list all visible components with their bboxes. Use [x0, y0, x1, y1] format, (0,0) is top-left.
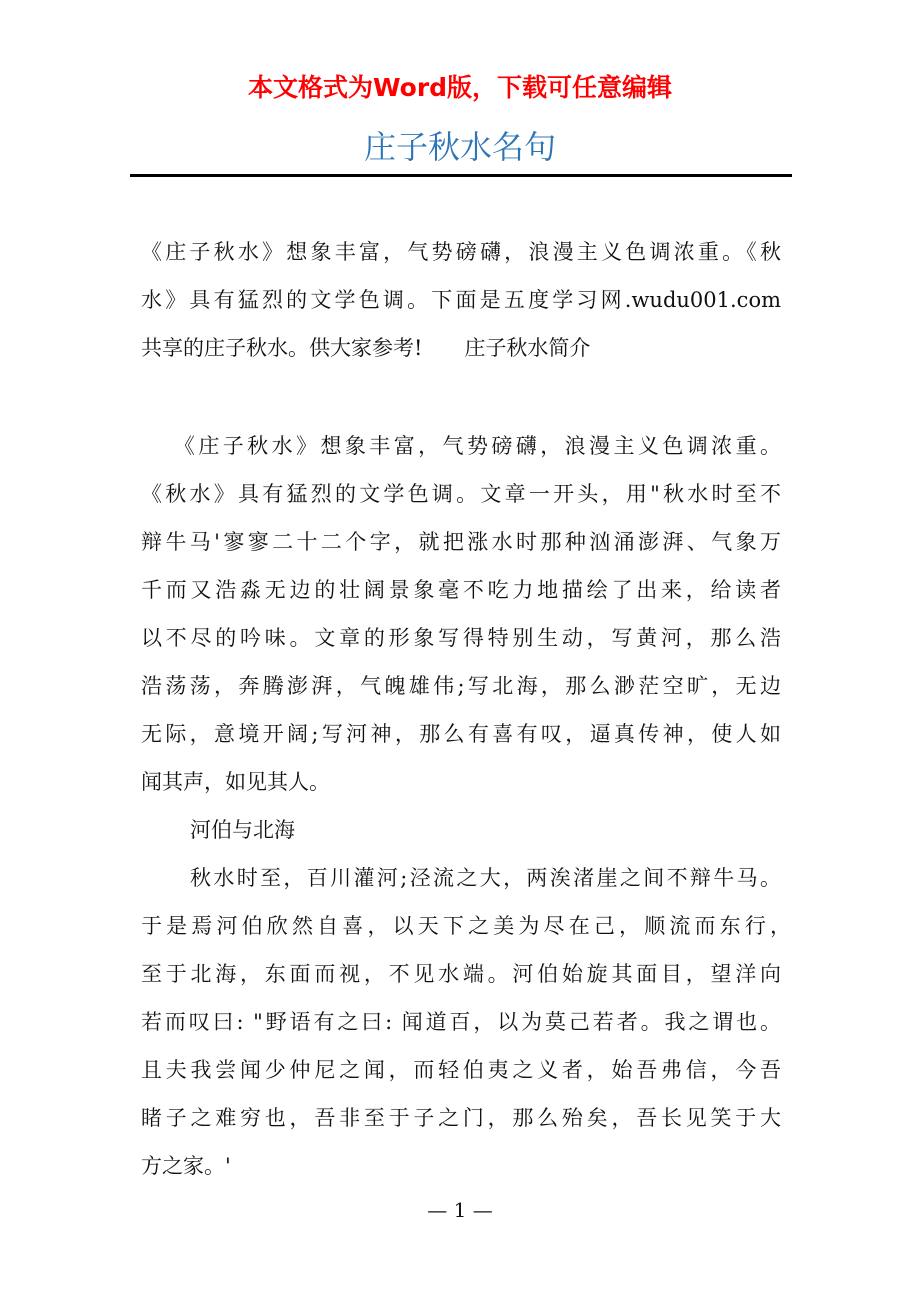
paragraph-line: 《秋水》具有猛烈的文学色调。文章一开头，用"秋水时至不 [141, 482, 781, 506]
paragraph-line: 浩荡荡，奔腾澎湃，气魄雄伟;写北海，那么渺茫空旷，无边 [141, 674, 781, 698]
intro-line: 共享的庄子秋水。供大家参考! 庄子秋水简介 [141, 336, 591, 360]
paragraph-line: 秋水时至，百川灌河;泾流之大，两涘渚崖之间不辩牛马。 [190, 866, 781, 890]
paragraph-line: 闻其声，如见其人。 [141, 770, 330, 794]
format-notice-banner: 本文格式为Word版，下载可任意编辑 [247, 73, 673, 102]
title-divider [130, 174, 792, 177]
paragraph-line: 《庄子秋水》想象丰富，气势磅礴，浪漫主义色调浓重。 [160, 434, 781, 458]
paragraph-line: 至于北海，东面而视，不见水端。河伯始旋其面目，望洋向 [141, 962, 781, 986]
document-title: 庄子秋水名句 [363, 128, 556, 166]
paragraph-line: 若而叹曰: "野语有之曰: 闻道百，以为莫己若者。我之谓也。 [141, 1010, 781, 1034]
paragraph-line: 且夫我尝闻少仲尼之闻，而轻伯夷之义者，始吾弗信，今吾 [141, 1058, 781, 1082]
section-heading: 河伯与北海 [190, 818, 295, 842]
page-number: — 1 — [427, 1198, 493, 1222]
paragraph-line: 辩牛马'寥寥二十二个字，就把涨水时那种汹涌澎湃、气象万 [141, 530, 781, 554]
paragraph-line: 千而又浩淼无边的壮阔景象毫不吃力地描绘了出来，给读者 [141, 578, 781, 602]
paragraph-line: 以不尽的吟味。文章的形象写得特别生动，写黄河，那么浩 [141, 626, 781, 650]
intro-line: 《庄子秋水》想象丰富，气势磅礴，浪漫主义色调浓重。《秋 [141, 240, 781, 264]
paragraph-line: 于是焉河伯欣然自喜，以天下之美为尽在己，顺流而东行， [141, 914, 791, 938]
paragraph-line: 无际，意境开阔;写河神，那么有喜有叹，逼真传神，使人如 [141, 722, 781, 746]
paragraph-line: 睹子之难穷也，吾非至于子之门，那么殆矣，吾长见笑于大 [141, 1106, 781, 1130]
intro-line: 水》具有猛烈的文学色调。下面是五度学习网.wudu001.com [141, 288, 781, 312]
paragraph-line: 方之家。' [141, 1154, 231, 1178]
